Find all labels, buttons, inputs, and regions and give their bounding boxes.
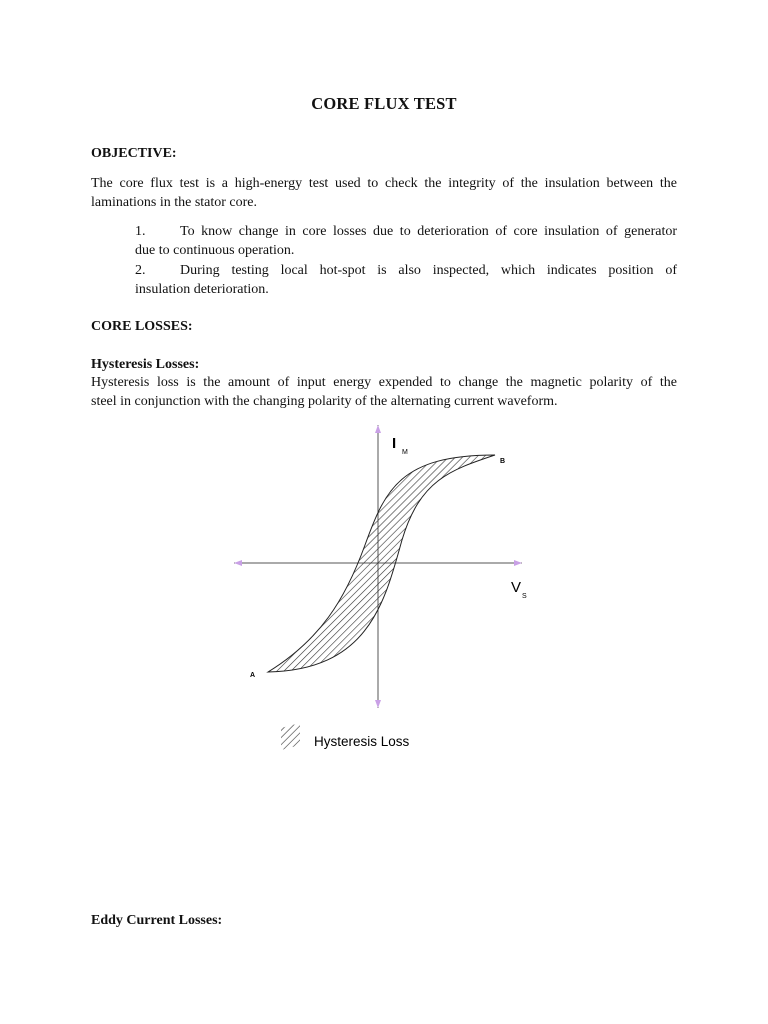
y-axis-arrow-bottom: [375, 700, 381, 708]
page-title: CORE FLUX TEST: [311, 94, 457, 113]
objective-line-1: The core flux test is a high-energy test used to check the integrity of the insulation between the: [91, 176, 677, 191]
y-axis-label: I: [392, 435, 397, 452]
x-axis-label: V: [511, 579, 522, 596]
item-number: 2.: [135, 263, 146, 278]
point-a-label: A: [250, 672, 256, 679]
x-axis-arrow-left: [234, 560, 242, 566]
y-axis-subscript: M: [402, 449, 408, 456]
x-axis-arrow-right: [514, 560, 522, 566]
objective-line-2: laminations in the stator core.: [91, 194, 258, 210]
item-text-continued: insulation deterioration.: [135, 281, 269, 297]
item-text: To know change in core losses due to deterioration of core insulation of generator: [180, 224, 677, 239]
point-b-label: B: [500, 458, 506, 465]
item-number: 1.: [135, 224, 146, 239]
legend-label: Hysteresis Loss: [314, 734, 410, 749]
legend-swatch: [281, 723, 300, 750]
item-text-continued: due to continuous operation.: [135, 242, 295, 258]
x-axis-subscript: S: [522, 593, 527, 600]
hysteresis-line-1: Hysteresis loss is the amount of input energy expended to change the magnetic polarity of the: [91, 375, 677, 390]
figure-legend: [281, 723, 410, 750]
hysteresis-heading: Hysteresis Losses:: [91, 357, 200, 372]
item-text: During testing local hot-spot is also inspected, which indicates position of: [180, 263, 677, 278]
core-losses-heading: CORE LOSSES:: [91, 319, 193, 334]
eddy-current-heading: Eddy Current Losses:: [91, 913, 223, 928]
y-axis-arrow-top: [375, 425, 381, 433]
hysteresis-line-2: steel in conjunction with the changing polarity of the alternating current waveform.: [91, 393, 558, 409]
objective-heading: OBJECTIVE:: [91, 146, 177, 161]
